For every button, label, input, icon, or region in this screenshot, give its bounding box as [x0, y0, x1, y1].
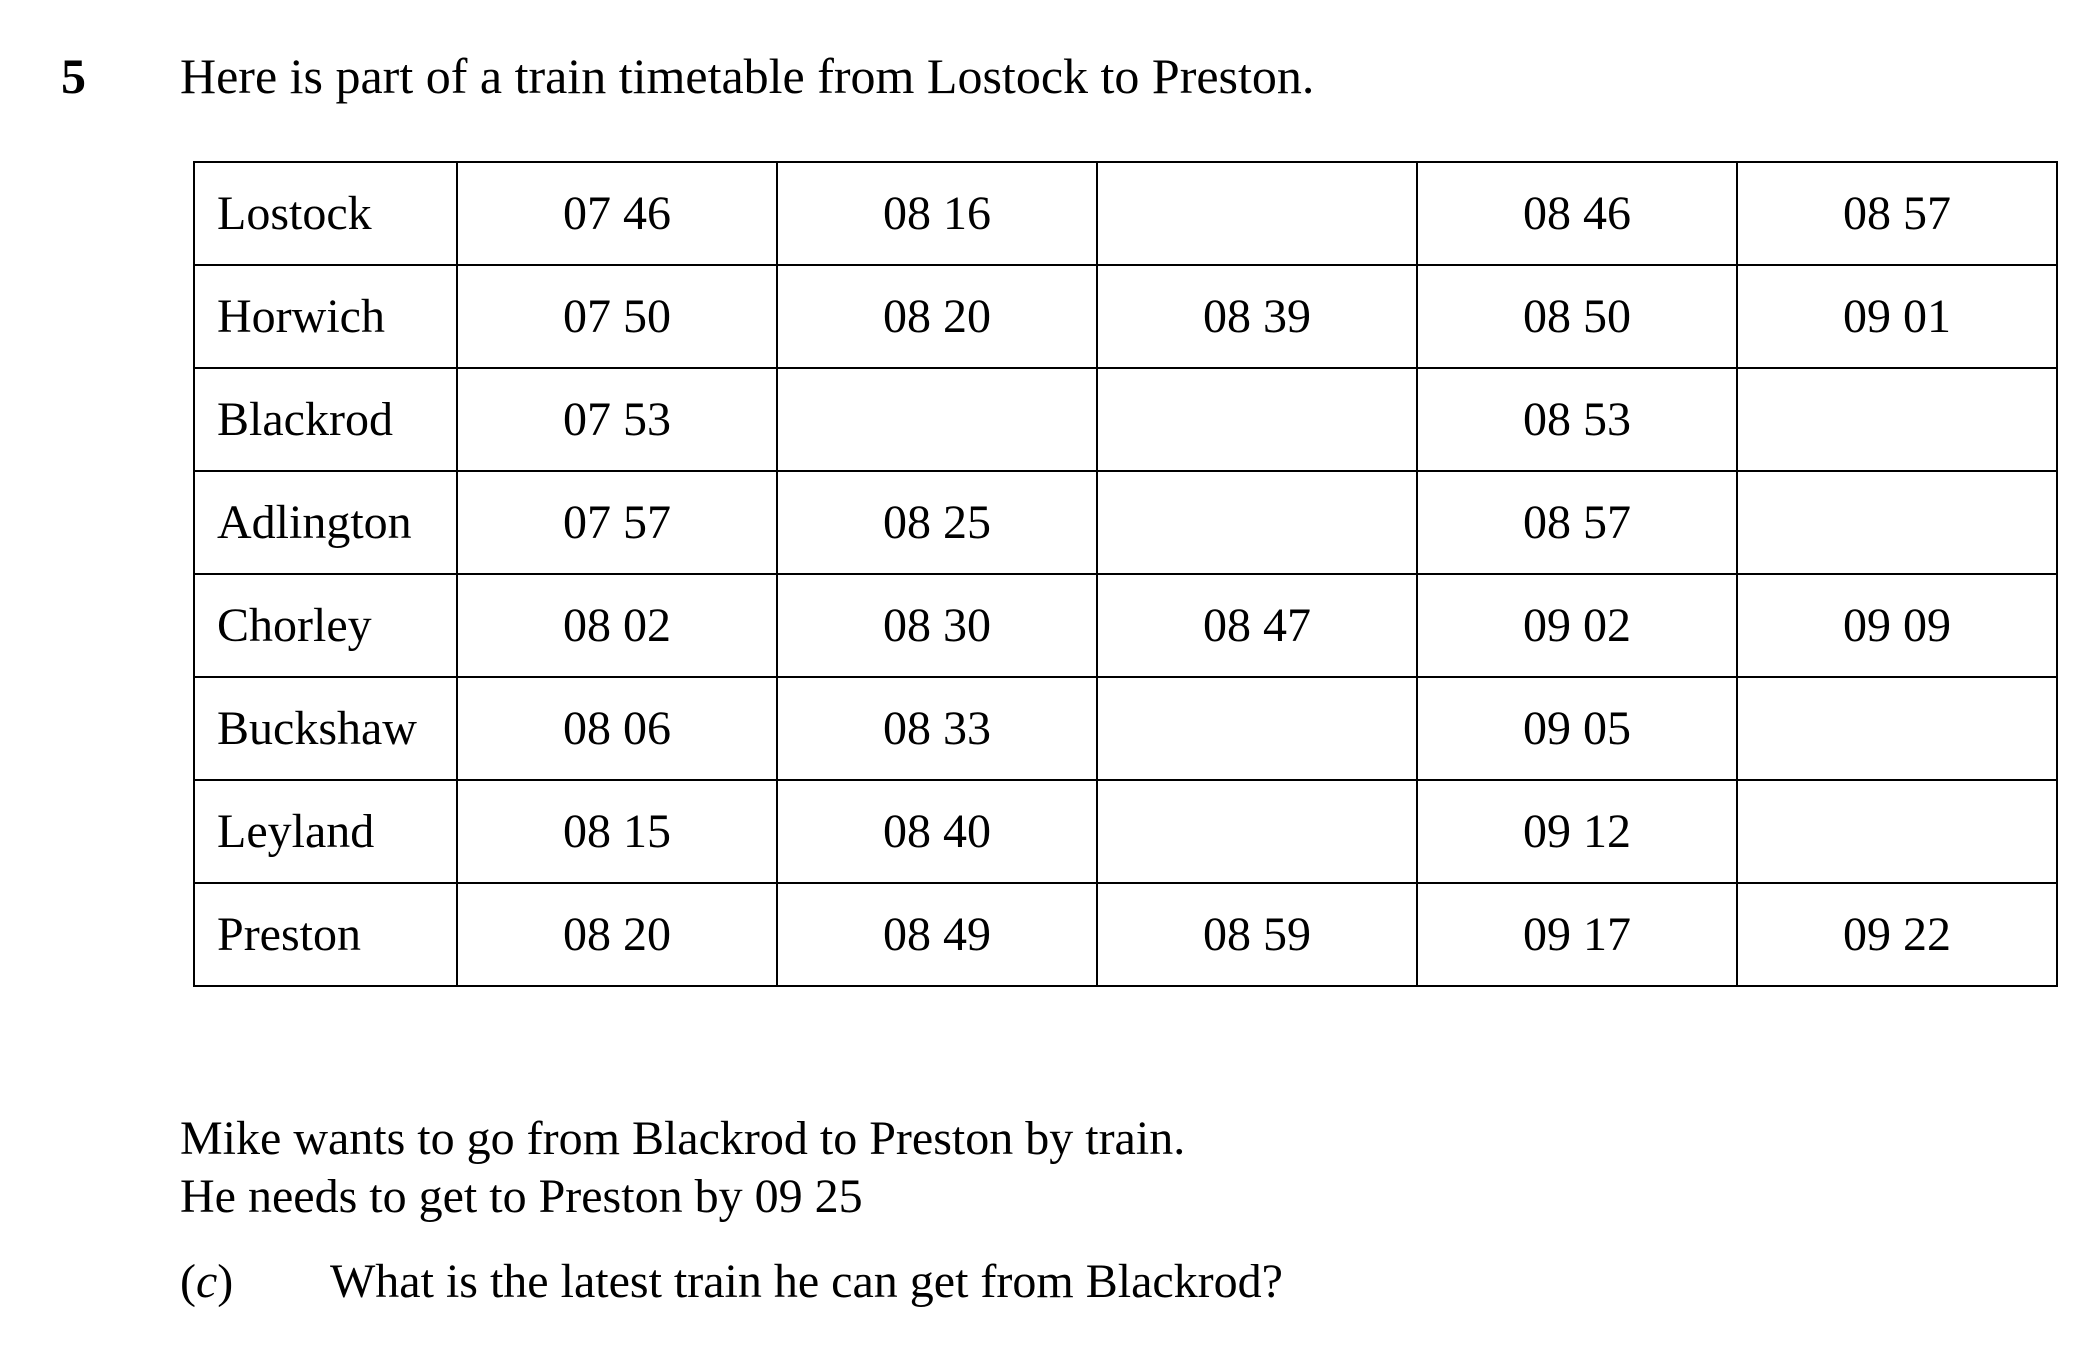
departure-time: 08 02	[457, 574, 777, 677]
timetable-row	[194, 883, 2057, 986]
departure-time: 08 57	[1417, 471, 1737, 574]
departure-time: 07 53	[457, 368, 777, 471]
departure-time	[1737, 677, 2057, 780]
timetable-row	[194, 780, 2057, 883]
departure-time: 08 59	[1097, 883, 1417, 986]
train-timetable	[193, 161, 2058, 987]
station-name: Adlington	[194, 471, 457, 574]
departure-time: 09 01	[1737, 265, 2057, 368]
station-name: Leyland	[194, 780, 457, 883]
departure-time: 09 22	[1737, 883, 2057, 986]
departure-time: 09 09	[1737, 574, 2057, 677]
departure-time: 08 33	[777, 677, 1097, 780]
departure-time: 08 40	[777, 780, 1097, 883]
part-letter: c	[195, 1255, 218, 1308]
departure-time: 09 02	[1417, 574, 1737, 677]
station-name: Blackrod	[194, 368, 457, 471]
part-c-text: What is the latest train he can get from Blackrod?	[330, 1255, 1283, 1308]
station-name: Preston	[194, 883, 457, 986]
departure-time	[777, 368, 1097, 471]
departure-time: 08 49	[777, 883, 1097, 986]
departure-time	[1737, 471, 2057, 574]
timetable-row	[194, 368, 2057, 471]
part-label: (c)	[180, 1255, 234, 1308]
station-name: Lostock	[194, 162, 457, 265]
departure-time	[1737, 780, 2057, 883]
departure-time: 08 30	[777, 574, 1097, 677]
departure-time: 09 12	[1417, 780, 1737, 883]
departure-time	[1097, 162, 1417, 265]
departure-time: 08 06	[457, 677, 777, 780]
departure-time: 08 39	[1097, 265, 1417, 368]
departure-time: 08 50	[1417, 265, 1737, 368]
departure-time: 08 46	[1417, 162, 1737, 265]
departure-time: 07 57	[457, 471, 777, 574]
departure-time: 08 20	[777, 265, 1097, 368]
timetable-row	[194, 574, 2057, 677]
departure-time: 08 20	[457, 883, 777, 986]
timetable-row	[194, 265, 2057, 368]
departure-time	[1097, 677, 1417, 780]
departure-time: 08 47	[1097, 574, 1417, 677]
station-name: Buckshaw	[194, 677, 457, 780]
station-name: Horwich	[194, 265, 457, 368]
scenario-text	[180, 1110, 1185, 1226]
departure-time: 08 53	[1417, 368, 1737, 471]
departure-time: 07 46	[457, 162, 777, 265]
departure-time: 09 05	[1417, 677, 1737, 780]
departure-time: 08 57	[1737, 162, 2057, 265]
departure-time	[1097, 471, 1417, 574]
timetable-row	[194, 162, 2057, 265]
question-number: 5	[61, 48, 86, 104]
scenario-line-2: He needs to get to Preston by 09 25	[180, 1170, 863, 1223]
departure-time: 08 25	[777, 471, 1097, 574]
departure-time: 08 15	[457, 780, 777, 883]
departure-time	[1097, 780, 1417, 883]
timetable-row	[194, 677, 2057, 780]
scenario-line-1: Mike wants to go from Blackrod to Preston by train.	[180, 1112, 1186, 1165]
departure-time: 07 50	[457, 265, 777, 368]
question-intro: Here is part of a train timetable from Lostock to Preston.	[180, 48, 1315, 104]
station-name: Chorley	[194, 574, 457, 677]
departure-time: 08 16	[777, 162, 1097, 265]
question-part-c	[180, 1253, 1283, 1311]
departure-time: 09 17	[1417, 883, 1737, 986]
timetable-row	[194, 471, 2057, 574]
departure-time	[1737, 368, 2057, 471]
departure-time	[1097, 368, 1417, 471]
